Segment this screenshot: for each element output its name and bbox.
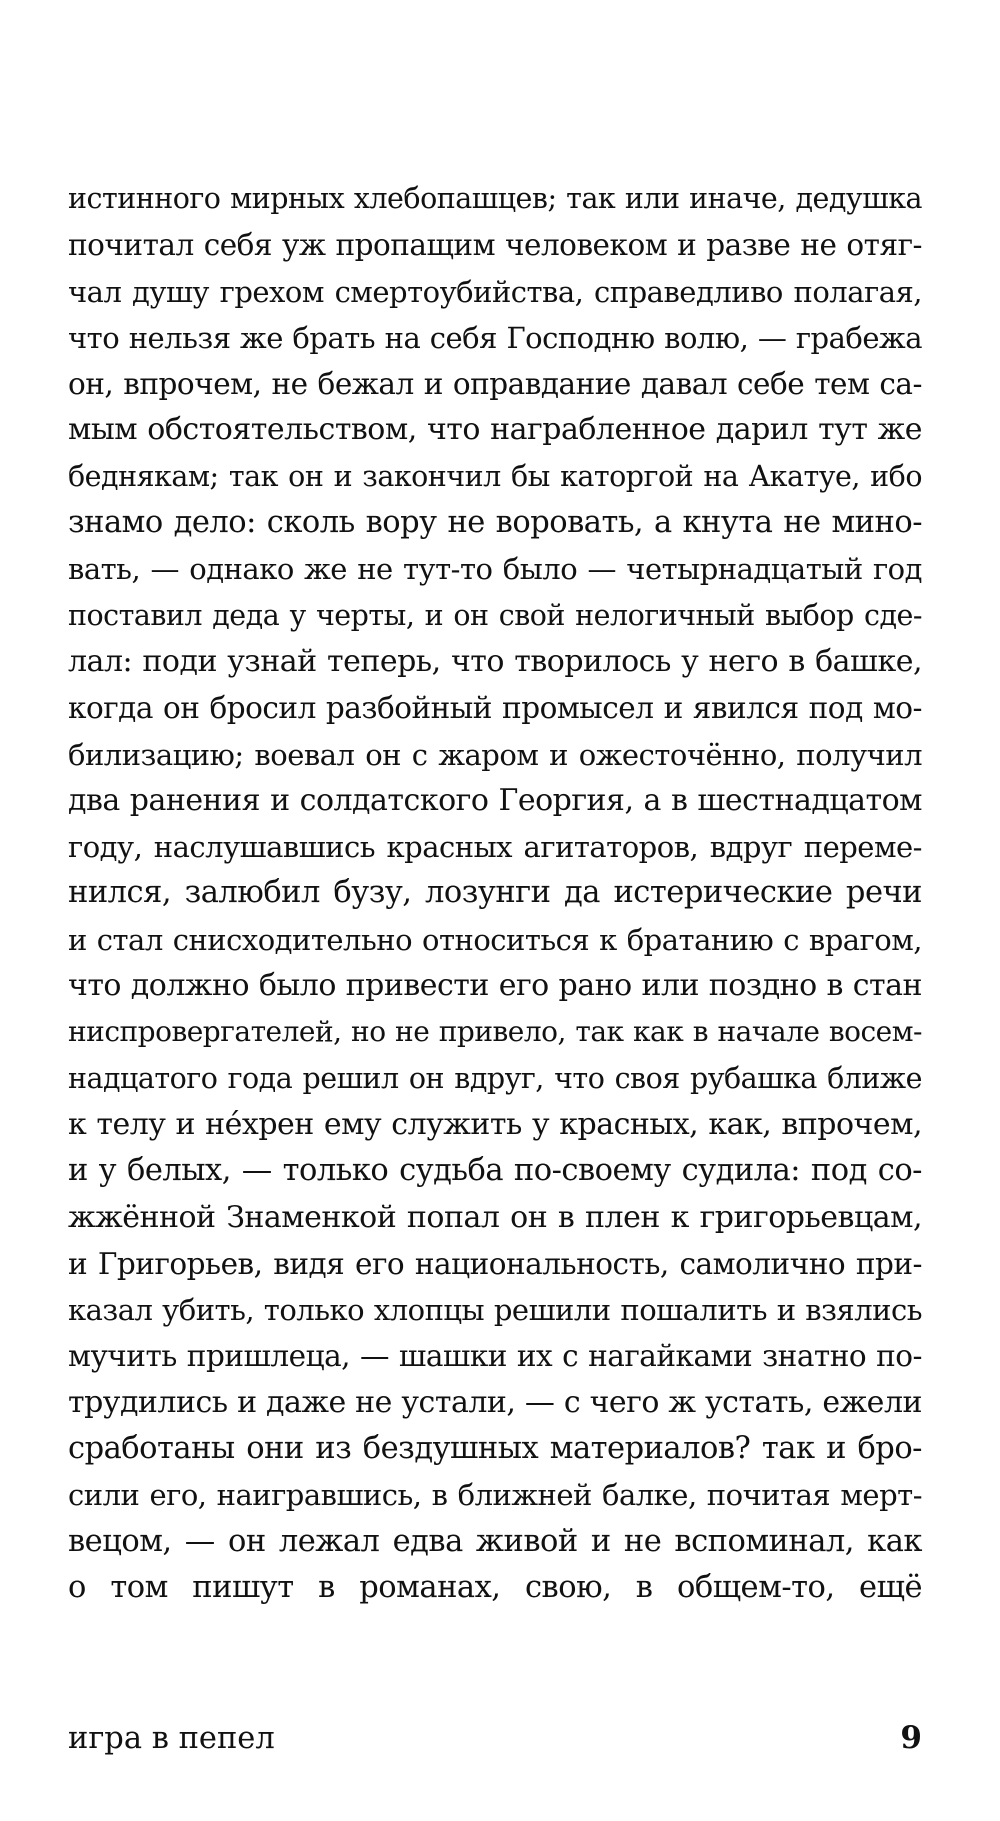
text-line: что нельзя же брать на себя Господню волю, — грабежа: [68, 320, 922, 355]
text-line: два ранения и солдатского Георгия, а в шестнадцатом: [68, 782, 922, 818]
body-text: [68, 176, 922, 1611]
text-line: к телу и нéхрен ему служить у красных, как, впрочем,: [68, 1106, 922, 1142]
text-line: мучить пришлеца, — шашки их с нагайками знатно по-: [68, 1339, 922, 1374]
text-line: билизацию; воевал он с жаром и ожесточённо, получил: [68, 737, 922, 772]
text-line: поставил деда у черты, и он свой нелогичный выбор сде-: [68, 598, 922, 632]
running-title: игра в пепел: [68, 1720, 275, 1756]
text-line: вецом, — он лежал едва живой и не вспоминал, как: [68, 1523, 922, 1559]
text-line: ниспровергателей, но не привело, так как в начале восем-: [68, 1015, 922, 1049]
text-line: вать, — однако же не тут-то было — четырнадцатый год: [68, 552, 922, 587]
text-line: трудились и даже не устали, — с чего ж устать, ежели: [68, 1384, 922, 1420]
text-line: чал душу грехом смертоубийства, справедливо полагая,: [68, 274, 922, 309]
text-line: о том пишут в романах, свою, в общем-то, ещё: [68, 1569, 922, 1605]
text-line: когда он бросил разбойный промысел и явился под мо-: [68, 691, 922, 726]
page-footer: [68, 1714, 922, 1762]
text-line: нился, залюбил бузу, лозунги да истерические речи: [68, 875, 922, 911]
page-number: 9: [900, 1720, 922, 1756]
text-line: лал: поди узнай теперь, что творилось у него в башке,: [68, 643, 922, 679]
text-line: истинного мирных хлебопашцев; так или иначе, дедушка: [68, 182, 922, 215]
text-line: беднякам; так он и закончил бы каторгой на Акатуе, ибо: [68, 459, 922, 493]
text-line: знамо дело: сколь вору не воровать, а кнута не мино-: [68, 505, 922, 541]
text-line: жжённой Знаменкой попал он в плен к григорьевцам,: [68, 1199, 922, 1235]
text-line: сили его, наигравшись, в ближней балке, почитая мерт-: [68, 1478, 922, 1513]
text-line: мым обстоятельством, что награбленное дарил тут же: [68, 412, 922, 448]
text-line: и у белых, — только судьба по-своему судила: под со-: [68, 1153, 922, 1189]
text-line: казал убить, только хлопцы решили пошалить и взялись: [68, 1293, 922, 1328]
text-line: году, наслушавшись красных агитаторов, вдруг переме-: [68, 830, 922, 865]
text-line: сработаны они из бездушных материалов? так и бро-: [68, 1431, 922, 1467]
text-line: почитал себя уж пропащим человеком и разве не отяг-: [68, 228, 922, 263]
text-line: он, впрочем, не бежал и оправдание давал себе тем са-: [68, 367, 922, 402]
text-line: что должно было привести его рано или поздно в стан: [68, 968, 922, 1004]
text-line: надцатого года решил он вдруг, что своя рубашка ближе: [68, 1061, 922, 1095]
text-line: и Григорьев, видя его национальность, самолично при-: [68, 1246, 922, 1281]
text-line: и стал снисходительно относиться к братанию с врагом,: [68, 922, 922, 957]
